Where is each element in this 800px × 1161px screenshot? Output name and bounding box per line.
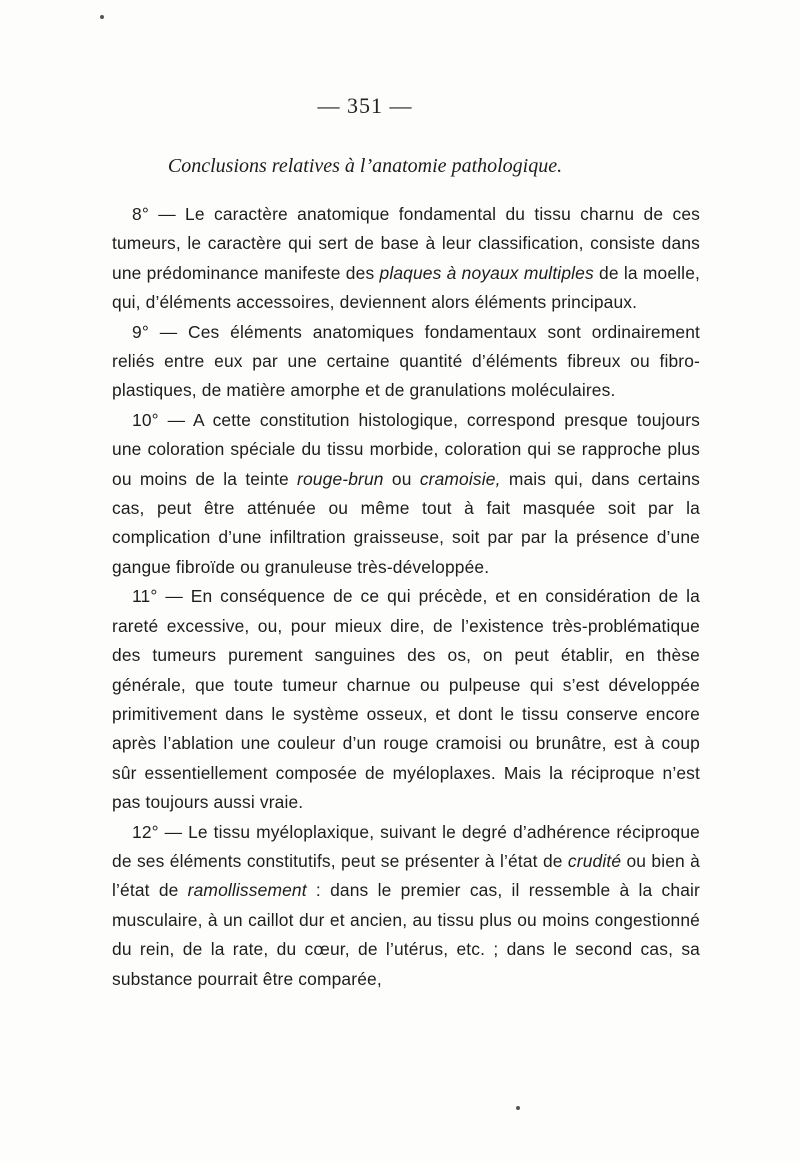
- paragraph-11: [112, 582, 700, 817]
- section-title: Conclusions relatives à l’anatomie pathologique.: [167, 155, 563, 177]
- print-speck: [516, 1106, 520, 1110]
- paragraph-9: [112, 318, 700, 406]
- print-speck: [100, 15, 104, 19]
- page-number: — 351 —: [317, 93, 413, 118]
- paragraph-8: [112, 200, 700, 318]
- paragraph-text: de la moelle, qui, d’éléments accessoires, deviennent alors éléments principaux.: [112, 262, 701, 313]
- italic-term: rouge-brun: [297, 468, 384, 489]
- paragraph-text: ou bien à l’état de: [112, 850, 701, 901]
- paragraph-text: — Le caractère anatomique fondamental du tissu charnu de ces tumeurs, le caractère qui sert de base à leur classification, consiste dans une prédominance manifeste des: [112, 204, 700, 283]
- paragraph-text: — Le tissu myéloplaxique, suivant le degré d’adhérence réciproque de ses éléments constitutifs, peut se présenter à l’état de: [112, 821, 700, 871]
- paragraph-number: 9°: [132, 321, 149, 342]
- paragraph-text: — Ces éléments anatomiques fondamentaux sont ordinairement reliés entre eux par une certaine quantité d’éléments fibreux ou fibro-plastiques, de matière amorphe et de granulations moléculaires.: [112, 321, 700, 401]
- italic-term: ramollissement: [187, 880, 307, 901]
- paragraph-text: : dans le premier cas, il ressemble à la chair musculaire, à un caillot dur et ancien, au tissu plus ou moins congestionné du rein, de la rate, du cœur, de l’utérus, etc. ; dans le second cas, sa substance pourrait être comparée,: [112, 880, 700, 989]
- italic-term: plaques à noyaux multiples: [379, 262, 594, 283]
- paragraph-number: 8°: [132, 204, 149, 224]
- paragraph-10: [112, 406, 700, 582]
- paragraph-number: 11°: [132, 586, 158, 607]
- paragraph-number: 10°: [132, 409, 159, 430]
- italic-term: cramoisie,: [419, 468, 501, 489]
- paragraph-text: ou: [383, 468, 420, 489]
- body-text: [112, 200, 700, 994]
- italic-term: crudité: [567, 850, 622, 871]
- paragraph-text: — En conséquence de ce qui précède, et en considération de la rareté excessive, ou, pour mieux dire, de l’existence très-problématique des tumeurs purement sanguines des os, on peut établir, en thèse générale, que toute tumeur charnue ou pulpeuse qui s’est développée primitivement dans le système osseux, et dont le tissu conserve encore après l’ablation une couleur d’un rouge cramoisi ou brunâtre, est à coup sûr essentiellement composée de myéloplaxes. Mais la réciproque n’est pas toujours aussi vraie.: [112, 586, 700, 813]
- paragraph-text: — A cette constitution histologique, correspond presque toujours une coloration spéciale du tissu morbide, coloration qui se rapproche plus ou moins de la teinte: [112, 409, 700, 489]
- paragraph-12: [112, 818, 700, 994]
- paragraph-number: 12°: [132, 821, 159, 842]
- paragraph-text: mais qui, dans certains cas, peut être atténuée ou même tout à fait masquée soit par la complication d’une infiltration graisseuse, soit par par la présence d’une gangue fibroïde ou granuleuse très-développée.: [112, 468, 700, 577]
